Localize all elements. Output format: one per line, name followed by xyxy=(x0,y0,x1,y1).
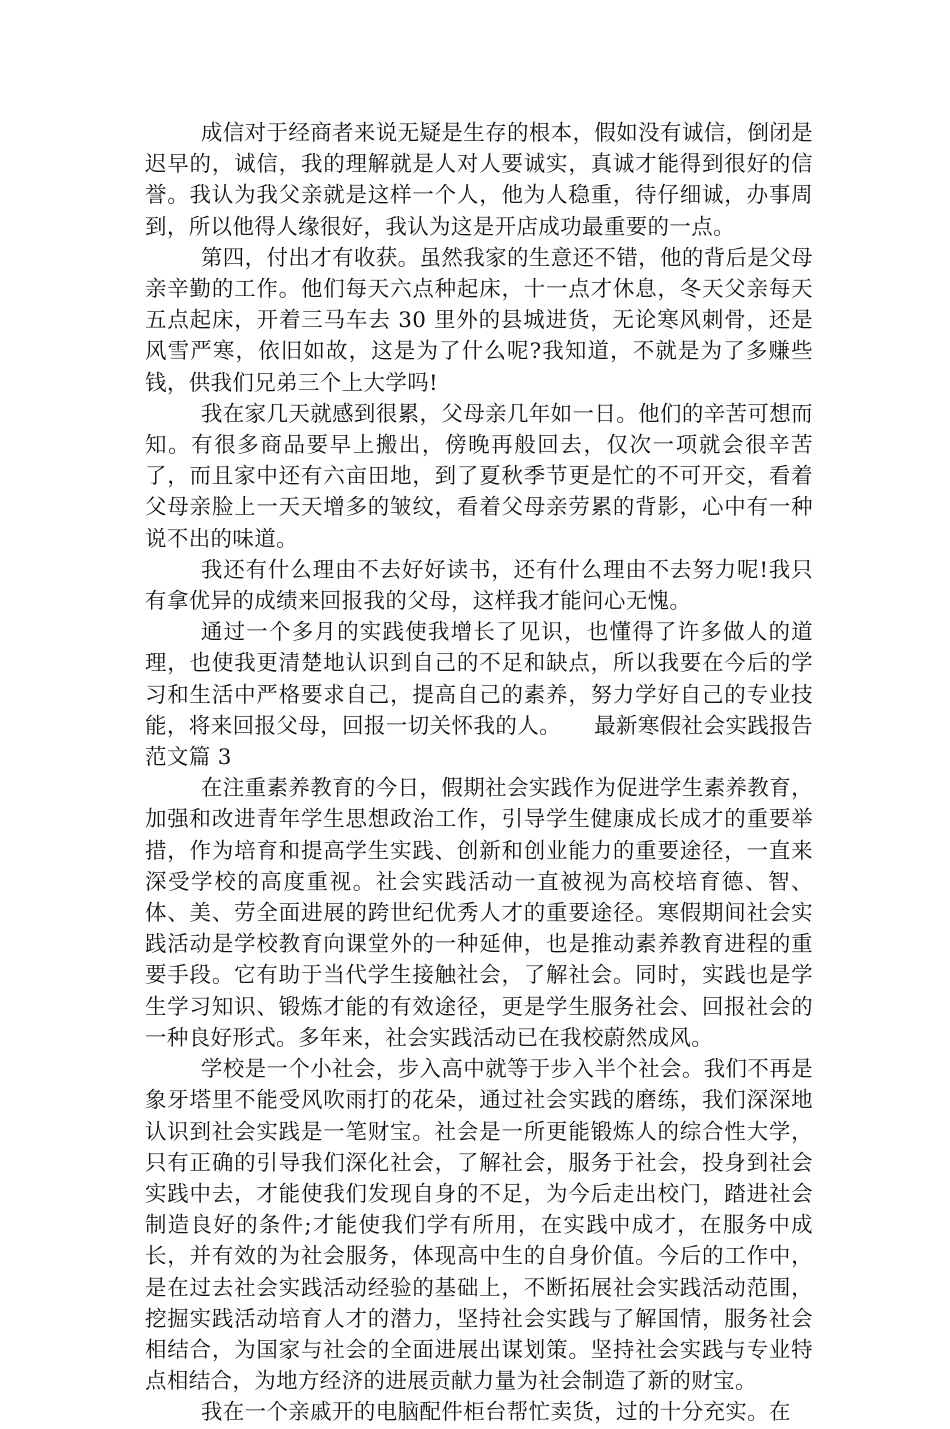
document-body xyxy=(145,118,813,1429)
paragraph: 第四，付出才有收获。虽然我家的生意还不错，他的背后是父母亲辛勤的工作。他们每天六点种起床，十一点才休息，冬天父亲每天五点起床，开着三马车去 30 里外的县城进货，无论寒风刺骨，还是风雪严寒，依旧如故，这是为了什么呢?我知道，不就是为了多赚些钱，供我们兄弟三个上大学吗! xyxy=(145,245,813,396)
paragraph: 通过一个多月的实践使我增长了见识，也懂得了许多做人的道理，也使我更清楚地认识到自己的不足和缺点，所以我要在今后的学习和生活中严格要求自己，提高自己的素养，努力学好自己的专业技能，将来回报父母，回报一切关怀我的人。 最新寒假社会实践报告范文篇 3 xyxy=(145,620,813,771)
paragraph: 我还有什么理由不去好好读书，还有什么理由不去努力呢!我只有拿优异的成绩来回报我的父母，这样我才能问心无愧。 xyxy=(145,557,813,615)
paragraph: 我在家几天就感到很累，父母亲几年如一日。他们的辛苦可想而知。有很多商品要早上搬出，傍晚再般回去，仅次一项就会很辛苦了，而且家中还有六亩田地，到了夏秋季节更是忙的不可开交，看着父母亲脸上一天天增多的皱纹，看着父母亲劳累的背影，心中有一种说不出的味道。 xyxy=(145,401,813,552)
paragraph: 学校是一个小社会，步入高中就等于步入半个社会。我们不再是象牙塔里不能受风吹雨打的花朵，通过社会实践的磨练，我们深深地认识到社会实践是一笔财宝。社会是一所更能锻炼人的综合性大学，只有正确的引导我们深化社会，了解社会，服务于社会，投身到社会实践中去，才能使我们发现自身的不足，为今后走出校门，踏进社会制造良好的条件;才能使我们学有所用，在实践中成才，在服务中成长，并有效的为社会服务，体现高中生的自身价值。今后的工作中，是在过去社会实践活动经验的基础上，不断拓展社会实践活动范围，挖掘实践活动培育人才的潜力，坚持社会实践与了解国情，服务社会相结合，为国家与社会的全面进展出谋划策。坚持社会实践与专业特点相结合，为地方经济的进展贡献力量为社会制造了新的财宝。 xyxy=(145,1057,813,1395)
paragraph: 在注重素养教育的今日，假期社会实践作为促进学生素养教育，加强和改进青年学生思想政治工作，引导学生健康成长成才的重要举措，作为培育和提高学生实践、创新和创业能力的重要途径，一直来深受学校的高度重视。社会实践活动一直被视为高校培育德、智、体、美、劳全面进展的跨世纪优秀人才的重要途径。寒假期间社会实践活动是学校教育向课堂外的一种延伸，也是推动素养教育进程的重要手段。它有助于当代学生接触社会，了解社会。同时，实践也是学生学习知识、锻炼才能的有效途径，更是学生服务社会、回报社会的一种良好形式。多年来，社会实践活动已在我校蔚然成风。 xyxy=(145,776,813,1051)
paragraph: 我在一个亲戚开的电脑配件柜台帮忙卖货，过的十分充实。在 xyxy=(200,1400,791,1426)
paragraph: 成信对于经商者来说无疑是生存的根本，假如没有诚信，倒闭是迟早的，诚信，我的理解就是人对人要诚实，真诚才能得到很好的信誉。我认为我父亲就是这样一个人，他为人稳重，待仔细诚，办事周到，所以他得人缘很好，我认为这是开店成功最重要的一点。 xyxy=(145,121,813,240)
